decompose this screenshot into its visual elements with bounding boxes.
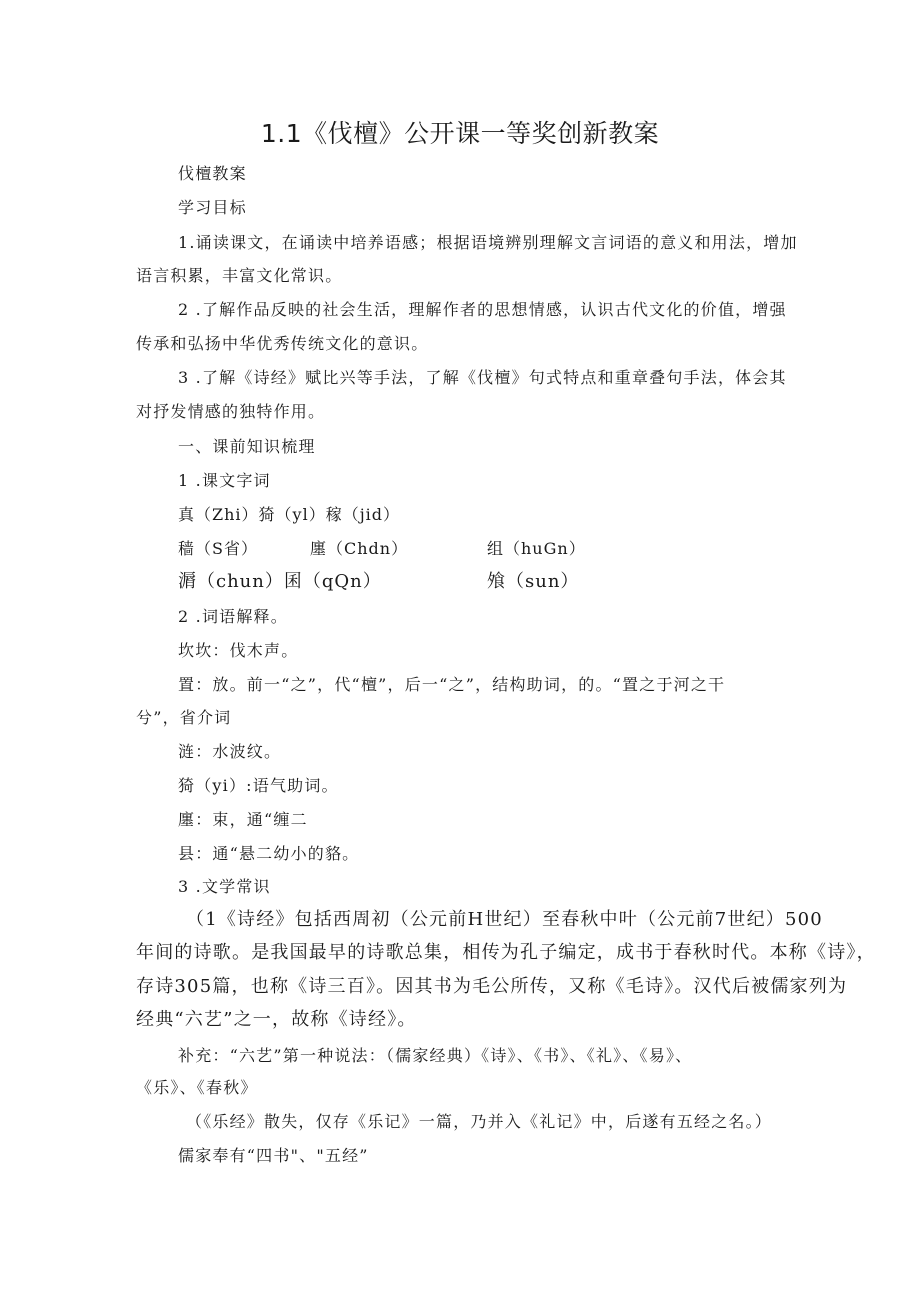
goal-1-line-1: 1.诵读课文，在诵读中培养语感；根据语境辨别理解文言词语的意义和用法，增加 (178, 233, 798, 252)
shijing-para-line-4: 经典“六艺”之一，故称《诗经》。 (136, 1009, 417, 1030)
shijing-para-line-1: （1《诗经》包括西周初（公元前H世纪）至春秋中叶（公元前7世纪）500 (186, 909, 823, 930)
explanation-yi: 猗（yi）:语气助词。 (178, 776, 339, 795)
vocab-item-chan: 廛（Chdn） (310, 539, 409, 558)
explanation-xuan: 县：通“悬二幼小的貉。 (178, 844, 360, 863)
explanation-zhi-line-2: 兮”，省介词 (136, 708, 232, 727)
heading-learning-goals: 学习目标 (178, 198, 247, 217)
vocab-item-sun: 飧（sun） (487, 571, 580, 592)
explanation-kankan: 坎坎：伐木声。 (178, 641, 299, 660)
goal-3-line-1: 3 .了解《诗经》赋比兴等手法，了解《伐檀》句式特点和重章叠句手法，体会其 (178, 368, 787, 387)
goal-1-line-2: 语言积累，丰富文化常识。 (136, 266, 343, 285)
document-title: 1.1《伐檀》公开课一等奖创新教案 (260, 119, 660, 148)
vocab-item-se: 穑（S省） (178, 539, 258, 558)
subheading-word-explanation: 2 .词语解释。 (178, 607, 288, 626)
goal-2-line-2: 传承和弘扬中华优秀传统文化的意识。 (136, 334, 429, 353)
explanation-chan: 廛：束，通“缠二 (178, 810, 308, 829)
supplement-line-1: 补充：“六艺”第一种说法：（儒家经典）《诗》、《书》、《礼》、《易》、 (178, 1046, 693, 1065)
vocab-row-3 (178, 570, 778, 594)
heading-lesson-plan: 伐檀教案 (178, 164, 247, 183)
section-heading-pre-class: 一、课前知识梳理 (178, 437, 316, 456)
vocab-row-2 (178, 537, 778, 561)
subheading-literary-knowledge: 3 .文学常识 (178, 877, 271, 896)
yuejing-note: （《乐经》散失，仅存《乐记》一篇，乃并入《礼记》中，后遂有五经之名。） (186, 1112, 773, 1131)
four-books-five-classics: 儒家奉有“四书"、"五经” (178, 1146, 369, 1165)
shijing-para-line-2: 年间的诗歌。是我国最早的诗歌总集，相传为孔子编定，成书于春秋时代。本称《诗》， (136, 942, 876, 963)
supplement-line-2: 《乐》、《春秋》 (136, 1078, 258, 1097)
explanation-lian: 涟：水波纹。 (178, 742, 282, 761)
goal-2-line-1: 2 .了解作品反映的社会生活，理解作者的思想情感，认识古代文化的价值，增强 (178, 300, 787, 319)
vocab-item-huan: 组（huGn） (487, 539, 586, 558)
shijing-para-line-3: 存诗305篇，也称《诗三百》。因其书为毛公所传，又称《毛诗》。汉代后被儒家列为 (136, 976, 848, 997)
vocab-row-1: 真（Zhi）猗（yl）稼（jid） (178, 505, 401, 524)
subheading-vocabulary: 1 .课文字词 (178, 471, 271, 490)
goal-3-line-2: 对抒发情感的独特作用。 (136, 402, 326, 421)
explanation-zhi-line-1: 置：放。前一“之”，代“檀”，后一“之”，结构助词，的。“置之于河之干 (178, 675, 726, 694)
vocab-item-chun-qun: 漘（chun）囷（qQn） (178, 571, 382, 592)
